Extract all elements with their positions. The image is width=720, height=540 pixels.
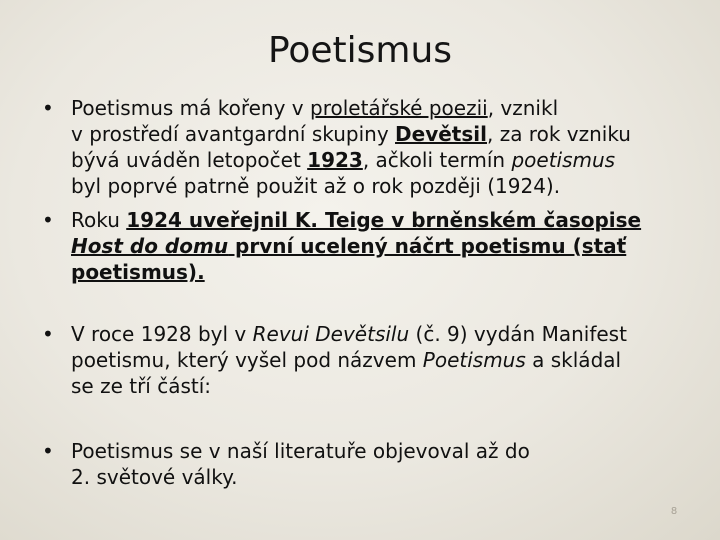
italic-term: poetismus — [511, 148, 616, 172]
bullet-text — [71, 321, 681, 399]
text-line: 2. světové války. — [71, 465, 238, 489]
text-line: Poetismus má kořeny v proletářské poezii, vznikl — [71, 96, 559, 120]
underlined-year: 1923 — [307, 148, 363, 172]
italic-journal: Revui Devětsilu — [252, 322, 410, 346]
italic-journal: Host do domu — [71, 234, 229, 258]
bullet-icon: • — [42, 322, 54, 346]
bullet-item-manifest — [42, 321, 682, 399]
bullet-icon: • — [42, 96, 54, 120]
underlined-phrase: 1924 uveřejnil K. Teige v brněnském časopise — [126, 208, 642, 232]
italic-title: Poetismus — [422, 348, 526, 372]
text-line: poetismu, který vyšel pod názvem Poetismus a skládal — [71, 348, 622, 372]
bullet-item-duration — [42, 438, 682, 490]
text-line: v prostředí avantgardní skupiny Devětsil, za rok vzniku — [71, 122, 631, 146]
bullet-item-teige — [42, 207, 682, 285]
text-line: poetismus). — [71, 260, 205, 284]
text-line: Poetismus se v naší literatuře objevoval až do — [71, 439, 530, 463]
slide-title: Poetismus — [267, 30, 453, 71]
text-line: se ze tří částí: — [71, 374, 212, 398]
text-line: Host do domu první ucelený náčrt poetismu (stať — [71, 234, 627, 258]
bullet-text — [71, 207, 681, 285]
underlined-term: proletářské poezii — [310, 96, 488, 120]
bullet-text — [71, 438, 681, 490]
bullet-text — [71, 95, 681, 199]
bullet-item-origins — [42, 95, 682, 199]
bullet-icon: • — [42, 208, 54, 232]
text-line: V roce 1928 byl v Revui Devětsilu (č. 9) vydán Manifest — [71, 322, 627, 346]
page-number: 8 — [670, 506, 678, 517]
text-line: Roku 1924 uveřejnil K. Teige v brněnském časopise — [71, 208, 642, 232]
bullet-icon: • — [42, 439, 54, 463]
text-line: byl poprvé patrně použit až o rok později (1924). — [71, 174, 561, 198]
text-line: bývá uváděn letopočet 1923, ačkoli termín poetismus — [71, 148, 616, 172]
underlined-term: Devětsil — [395, 122, 487, 146]
